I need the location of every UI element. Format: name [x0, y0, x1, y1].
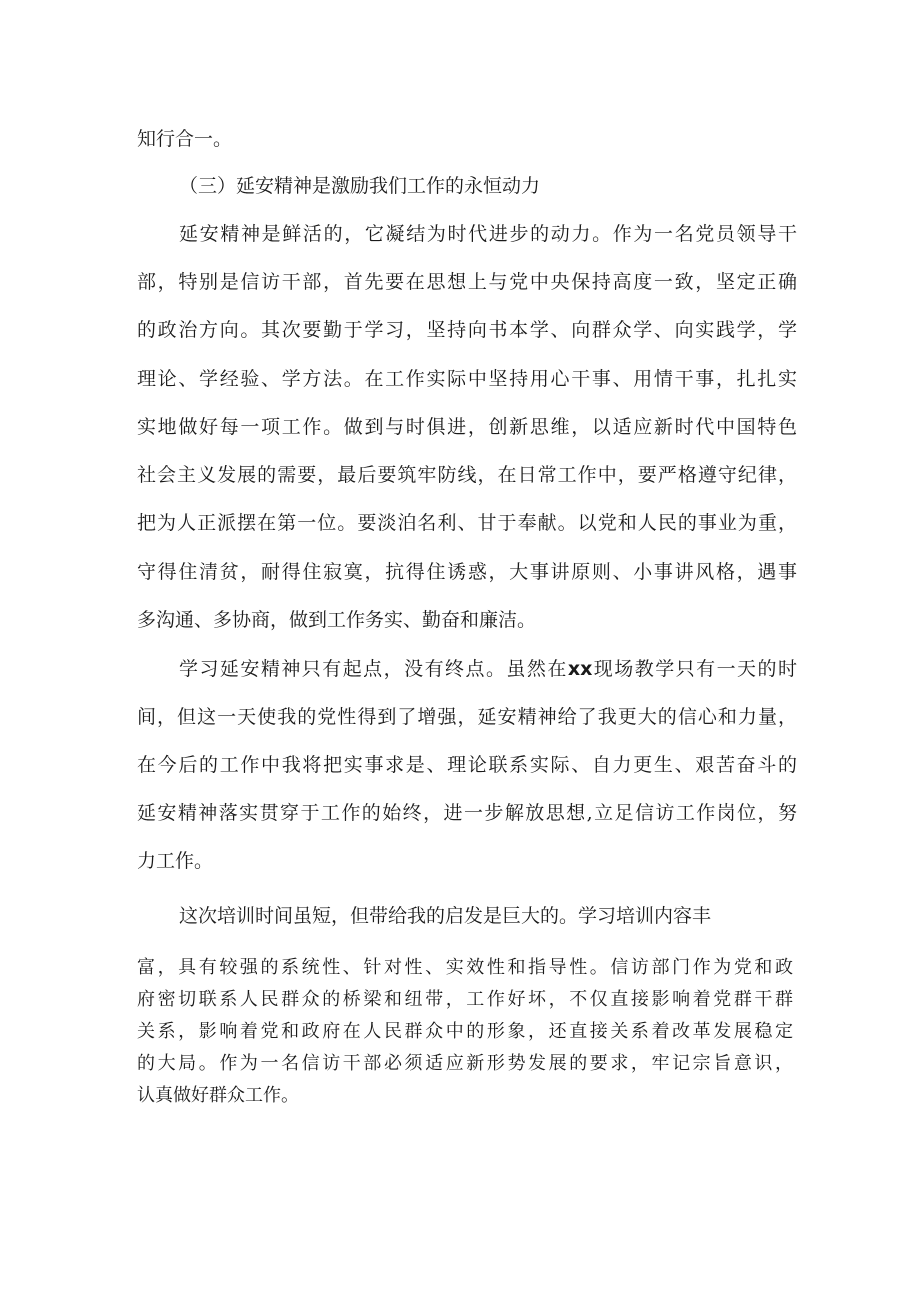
paragraph-line: 认真做好群众工作。 — [137, 1085, 299, 1106]
section-heading: （三）延安精神是激励我们工作的永恒动力 — [179, 175, 541, 197]
paragraph-line: 的大局。作为一名信访干部必须适应新形势发展的要求，牢记宗旨意识， — [137, 1053, 793, 1074]
paragraph-line: 的政治方向。其次要勤于学习，坚持向书本学、向群众学、向实践学，学 — [137, 319, 797, 341]
paragraph-line: 富，具有较强的系统性、针对性、实效性和指导性。信访部门作为党和政 — [137, 957, 793, 978]
paragraph-line: 延安精神落实贯穿于工作的始终，进一步解放思想,立足信访工作岗位，努 — [137, 802, 797, 824]
paragraph-line: 府密切联系人民群众的桥梁和纽带，工作好坏，不仅直接影响着党群干群 — [137, 989, 793, 1010]
opening-line: 知行合一。 — [137, 128, 233, 150]
paragraph-line: 部，特别是信访干部，首先要在思想上与党中央保持高度一致，坚定正确 — [137, 271, 797, 293]
paragraph-line: 力工作。 — [137, 850, 214, 872]
paragraph-line: 把为人正派摆在第一位。要淡泊名利、甘于奉献。以党和人民的事业为重， — [137, 512, 797, 534]
paragraph-line: 守得住清贫，耐得住寂寞，抗得住诱惑，大事讲原则、小事讲风格，遇事 — [137, 561, 797, 583]
paragraph-line — [179, 657, 797, 681]
paragraph-line: 这次培训时间虽短，但带给我的启发是巨大的。学习培训内容丰 — [179, 905, 712, 927]
paragraph-line: 延安精神是鲜活的，它凝结为时代进步的动力。作为一名党员领导干 — [179, 223, 797, 245]
paragraph-line: 实地做好每一项工作。做到与时俱进，创新思维，以适应新时代中国特色 — [137, 416, 797, 438]
paragraph-line: 在今后的工作中我将把实事求是、理论联系实际、自力更生、艰苦奋斗的 — [137, 754, 797, 776]
paragraph-line: 多沟通、多协商，做到工作务实、勤奋和廉洁。 — [137, 609, 537, 631]
text-span: 现场教学只有一天的时 — [592, 658, 797, 680]
text-span: 学习延安精神只有起点，没有终点。虽然在 — [179, 658, 568, 680]
paragraph-line: 理论、学经验、学方法。在工作实际中坚持用心干事、用情干事，扎扎实 — [137, 368, 797, 390]
paragraph-line: 关系，影响着党和政府在人民群众中的形象，还直接关系着改革发展稳定 — [137, 1021, 793, 1042]
placeholder-xx: xx — [567, 658, 593, 680]
paragraph-line: 社会主义发展的需要，最后要筑牢防线，在日常工作中，要严格遵守纪律， — [137, 464, 797, 486]
paragraph-line: 间，但这一天使我的党性得到了增强，延安精神给了我更大的信心和力量， — [137, 706, 797, 728]
